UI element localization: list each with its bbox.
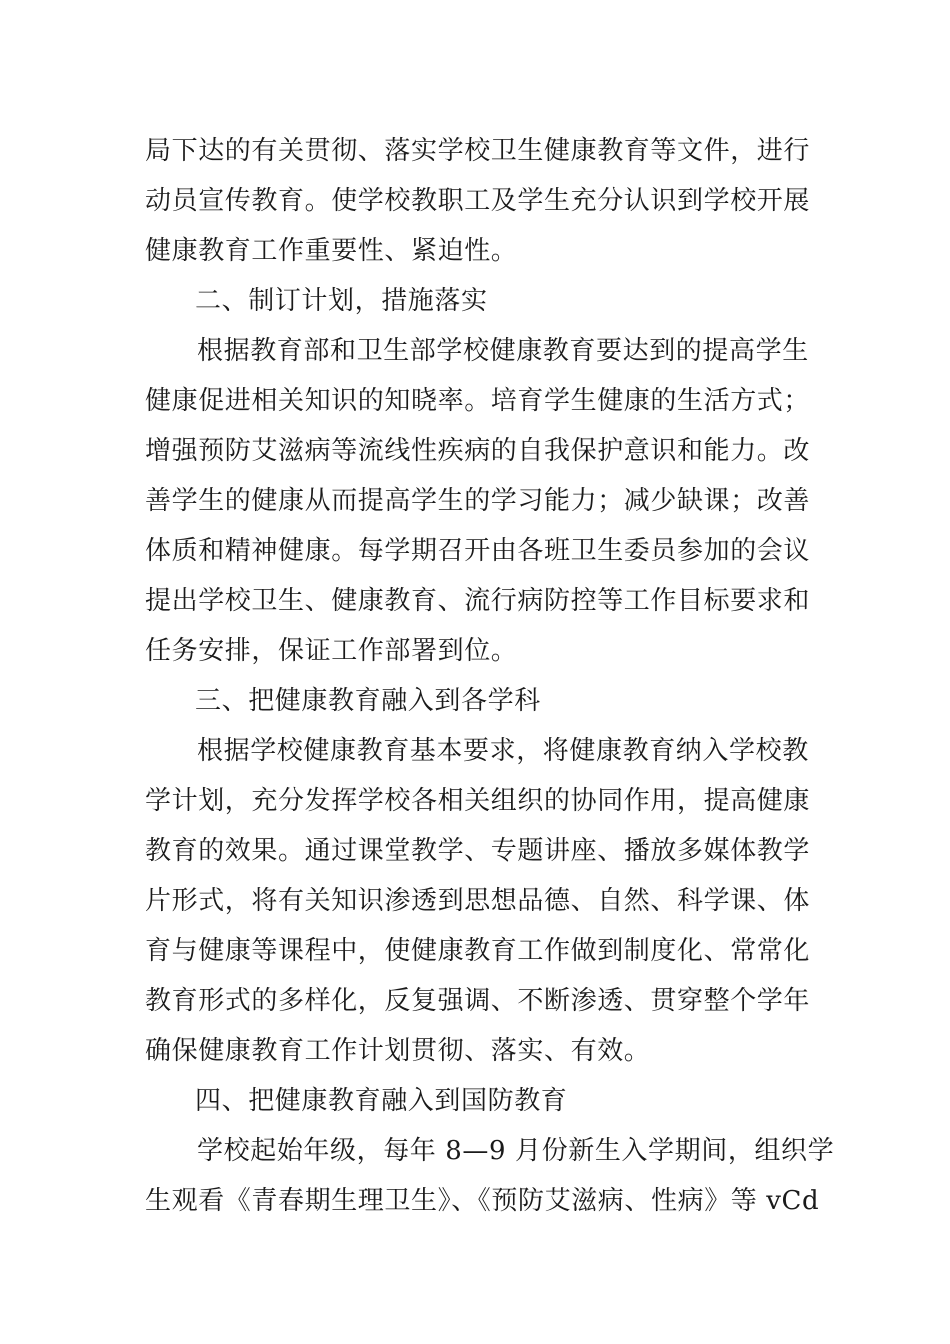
body-line: 提出学校卫生、健康教育、流行病防控等工作目标要求和 (145, 586, 811, 616)
body-line: 增强预防艾滋病等流线性疾病的自我保护意识和能力。改 (145, 436, 811, 466)
body-line: 育与健康等课程中，使健康教育工作做到制度化、常常化 (145, 936, 811, 966)
paragraph-first-line: 学校起始年级，每年 8—9 月份新生入学期间，组织学 (197, 1136, 835, 1166)
section-heading-4: 四、把健康教育融入到国防教育 (195, 1086, 568, 1116)
body-line: 片形式，将有关知识渗透到思想品德、自然、科学课、体 (145, 886, 811, 916)
body-line: 动员宣传教育。使学校教职工及学生充分认识到学校开展 (145, 186, 811, 216)
body-line: 局下达的有关贯彻、落实学校卫生健康教育等文件，进行 (145, 136, 811, 166)
body-line: 任务安排，保证工作部署到位。 (145, 636, 518, 666)
paragraph-first-line: 根据学校健康教育基本要求，将健康教育纳入学校教 (197, 736, 809, 766)
body-line: 善学生的健康从而提高学生的学习能力；减少缺课；改善 (145, 486, 811, 516)
body-line: 生观看《青春期生理卫生》、《预防艾滋病、性病》等 vCd (145, 1186, 820, 1216)
body-line: 教育的效果。通过课堂教学、专题讲座、播放多媒体教学 (145, 836, 811, 866)
body-line: 体质和精神健康。每学期召开由各班卫生委员参加的会议 (145, 536, 811, 566)
body-line: 教育形式的多样化，反复强调、不断渗透、贯穿整个学年 (145, 986, 811, 1016)
document-body (145, 126, 835, 1226)
body-line: 健康教育工作重要性、紧迫性。 (145, 236, 518, 266)
section-heading-3: 三、把健康教育融入到各学科 (195, 686, 541, 716)
section-heading-2: 二、制订计划，措施落实 (195, 286, 488, 316)
body-line: 健康促进相关知识的知晓率。培育学生健康的生活方式； (145, 386, 811, 416)
body-line: 确保健康教育工作计划贯彻、落实、有效。 (145, 1036, 651, 1066)
paragraph-first-line: 根据教育部和卫生部学校健康教育要达到的提高学生 (197, 336, 809, 366)
body-line: 学计划，充分发挥学校各相关组织的协同作用，提高健康 (145, 786, 811, 816)
